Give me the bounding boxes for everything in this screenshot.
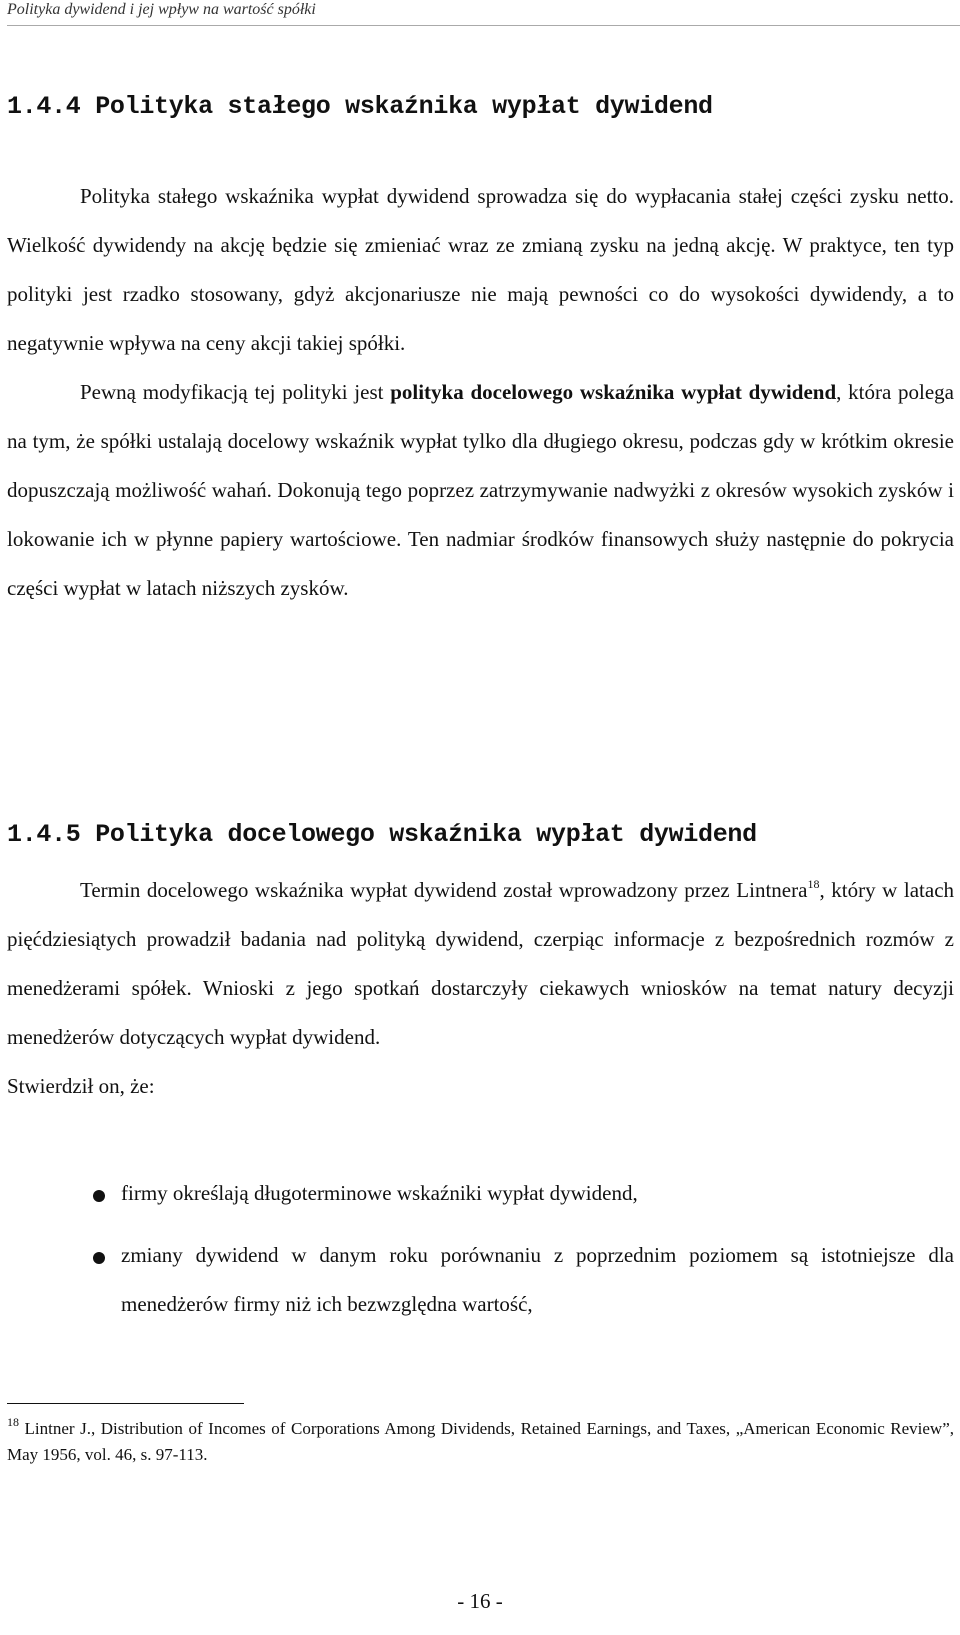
footnote-text <box>7 1416 954 1468</box>
paragraph-text: , która polega na tym, że spółki ustalają docelowy wskaźnik wypłat tylko dla długiego okresu, podczas gdy w krótkim okresie dopuszczają możliwość wahań. Dokonują tego poprzez zatrzymywanie nadwyżki z okresów wysokich zysków i lokowanie ich w płynne papiery wartościowe. Ten nadmiar środków finansowych służy następnie do pokrycia części wypłat w latach niższych zysków. <box>7 380 955 600</box>
section-heading-1-4-5: 1.4.5 Polityka docelowego wskaźnika wypłat dywidend <box>7 820 757 849</box>
footnote-divider <box>7 1403 244 1404</box>
list-item <box>7 1169 954 1218</box>
bullet-icon <box>93 1252 105 1264</box>
running-header: Polityka dywidend i jej wpływ na wartość spółki <box>7 1 316 18</box>
footnote-number: 18 <box>7 1415 19 1430</box>
bold-term: polityka docelowego wskaźnika wypłat dywidend <box>390 380 837 404</box>
paragraph <box>7 866 954 1062</box>
footnote-body: Lintner J., Distribution of Incomes of Corporations Among Dividends, Retained Earnings, and Taxes, „American Economic Review”, May 1956, vol. 46, s. 97-113. <box>7 1419 954 1464</box>
section-1-body <box>7 172 954 613</box>
paragraph-text: Termin docelowego wskaźnika wypłat dywidend został wprowadzony przez Lintnera <box>80 878 808 902</box>
bullet-list <box>7 1169 954 1342</box>
paragraph-text: , który w latach pięćdziesiątych prowadził badania nad polityką dywidend, czerpiąc informacje z bezpośrednich rozmów z menedżerami spółek. Wnioski z jego spotkań dostarczyły ciekawych wniosków na temat natury decyzji menedżerów dotyczących wypłat dywidend. <box>7 878 955 1049</box>
list-item <box>7 1231 954 1329</box>
list-item-text: zmiany dywidend w danym roku porównaniu z poprzednim poziomem są istotniejsze dla menedżerów firmy niż ich bezwzględna wartość, <box>121 1243 954 1316</box>
section-2-body <box>7 866 954 1111</box>
bullet-icon <box>93 1190 105 1202</box>
footnote <box>7 1416 954 1468</box>
paragraph <box>7 368 954 613</box>
footnote-reference[interactable]: 18 <box>807 877 820 891</box>
page-number: - 16 - <box>457 1589 503 1613</box>
paragraph-text: Pewną modyfikacją tej polityki jest <box>80 380 391 404</box>
section-heading-1-4-4: 1.4.4 Polityka stałego wskaźnika wypłat dywidend <box>7 92 713 121</box>
header-divider <box>7 25 960 26</box>
list-item-text: firmy określają długoterminowe wskaźniki wypłat dywidend, <box>121 1181 638 1205</box>
paragraph: Polityka stałego wskaźnika wypłat dywidend sprowadza się do wypłacania stałej części zysku netto. Wielkość dywidendy na akcję będzie się zmieniać wraz ze zmianą zysku na jedną akcję. W praktyce, ten typ polityki jest rzadko stosowany, gdyż akcjonariusze nie mają pewności co do wysokości dywidendy, a to negatywnie wpływa na ceny akcji takiej spółki. <box>7 184 954 355</box>
paragraph: Stwierdził on, że: <box>7 1074 155 1098</box>
